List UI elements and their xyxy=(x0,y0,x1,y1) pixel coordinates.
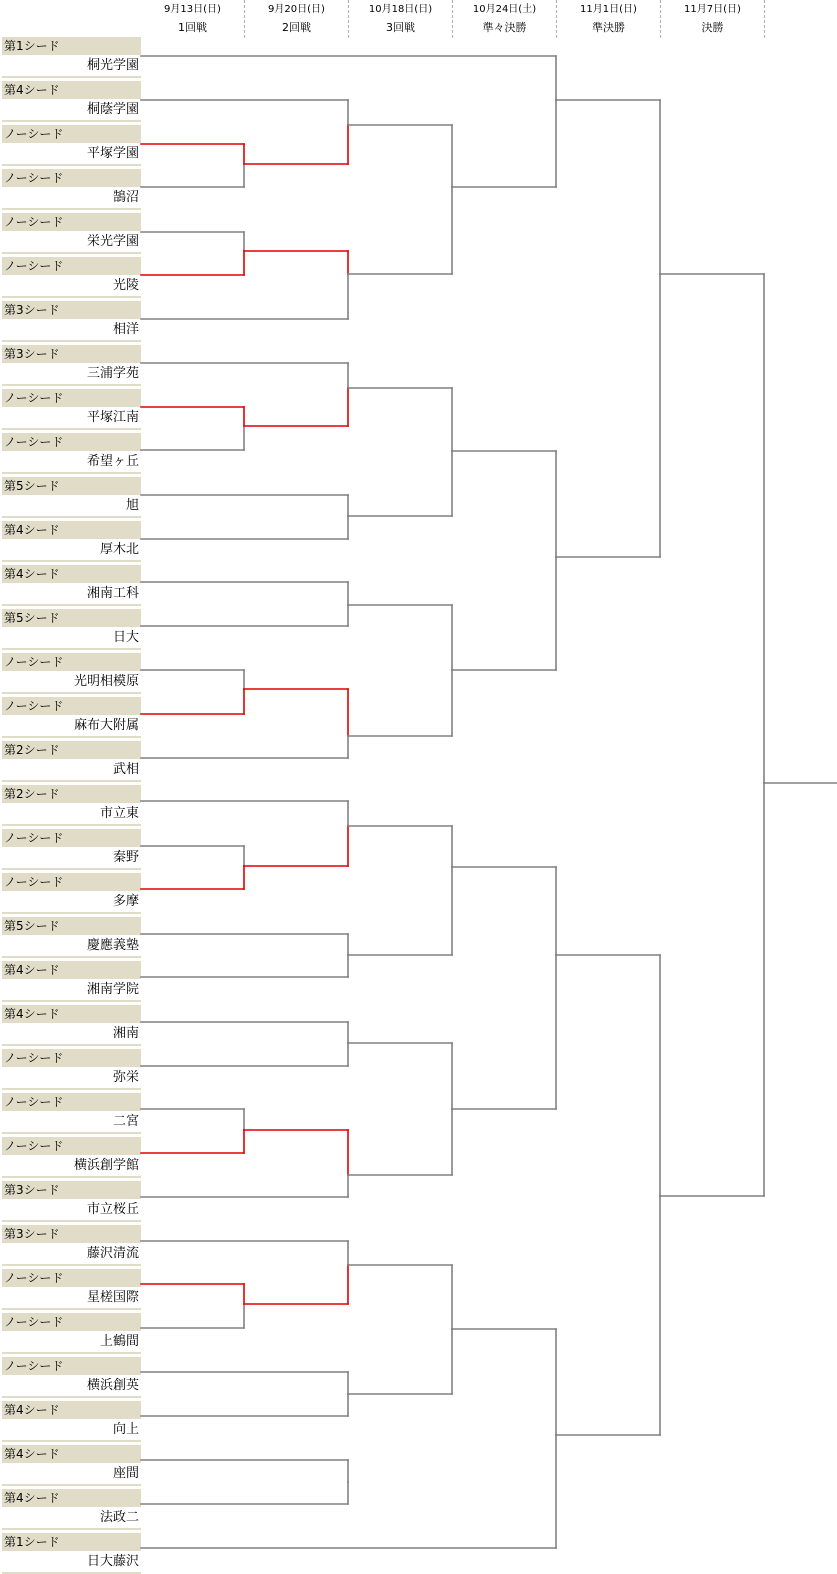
team-name: 湘南工科 xyxy=(86,586,139,601)
team-name: 武相 xyxy=(112,762,139,777)
round-name: 準決勝 xyxy=(592,21,625,34)
seed-label: 第2シード xyxy=(2,785,141,803)
seed-label: 第3シード xyxy=(2,1181,141,1199)
team-name: 座間 xyxy=(112,1466,139,1481)
round-name: 準々決勝 xyxy=(482,21,527,34)
round-date: 10月18日(日) xyxy=(368,4,433,15)
team-name: 慶應義塾 xyxy=(86,938,139,953)
seed-label: 第4シード xyxy=(2,521,141,539)
seed-label: ノーシード xyxy=(2,1313,141,1331)
team-name: 三浦学苑 xyxy=(86,366,139,381)
seed-label: 第4シード xyxy=(2,1445,141,1463)
round-date: 11月7日(日) xyxy=(684,4,741,15)
team-name: 湘南 xyxy=(112,1026,139,1041)
seed-label: 第3シード xyxy=(2,345,141,363)
round-name: 決勝 xyxy=(701,21,724,34)
seed-label: ノーシード xyxy=(2,1093,141,1111)
team-name: 湘南学院 xyxy=(86,982,139,997)
seed-label: 第4シード xyxy=(2,961,141,979)
seed-label: 第4シード xyxy=(2,565,141,583)
team-name: 麻布大附属 xyxy=(73,718,139,733)
team-name: 藤沢清流 xyxy=(86,1246,139,1261)
team-name: 星槎国際 xyxy=(86,1290,139,1305)
team-name: 秦野 xyxy=(112,850,139,865)
team-name: 市立桜丘 xyxy=(86,1202,139,1217)
team-name: 弥栄 xyxy=(112,1070,139,1085)
team-name: 日大 xyxy=(112,630,139,645)
seed-label: 第5シード xyxy=(2,477,141,495)
seed-label: ノーシード xyxy=(2,873,141,891)
team-name: 向上 xyxy=(112,1422,139,1437)
seed-label: ノーシード xyxy=(2,257,141,275)
team-name: 二宮 xyxy=(112,1114,139,1129)
team-name: 上鶴間 xyxy=(99,1334,139,1349)
seed-label: ノーシード xyxy=(2,1137,141,1155)
seed-label: 第4シード xyxy=(2,1401,141,1419)
seed-label: ノーシード xyxy=(2,829,141,847)
seed-label: ノーシード xyxy=(2,213,141,231)
team-name: 桐光学園 xyxy=(86,58,139,73)
team-name: 厚木北 xyxy=(99,542,139,557)
team-name: 光明相模原 xyxy=(73,674,139,689)
seed-label: ノーシード xyxy=(2,125,141,143)
team-name: 市立東 xyxy=(99,806,139,821)
team-name: 横浜創学館 xyxy=(73,1158,139,1173)
round-date: 9月20日(日) xyxy=(268,4,325,15)
round-name: 2回戦 xyxy=(282,21,311,34)
team-name: 光陵 xyxy=(112,278,139,293)
round-name: 1回戦 xyxy=(178,21,207,34)
team-name: 平塚江南 xyxy=(86,410,139,425)
seed-label: ノーシード xyxy=(2,653,141,671)
team-name: 希望ヶ丘 xyxy=(86,454,139,469)
team-name: 横浜創英 xyxy=(86,1378,139,1393)
seed-label: ノーシード xyxy=(2,1269,141,1287)
seed-label: 第5シード xyxy=(2,917,141,935)
team-name: 鵠沼 xyxy=(112,190,139,205)
seed-label: 第3シード xyxy=(2,301,141,319)
round-date: 10月24日(土) xyxy=(472,4,537,15)
team-name: 旭 xyxy=(125,498,139,513)
seed-label: ノーシード xyxy=(2,389,141,407)
seed-label: 第5シード xyxy=(2,609,141,627)
round-date: 9月13日(日) xyxy=(164,4,221,15)
seed-label: ノーシード xyxy=(2,1357,141,1375)
seed-label: 第4シード xyxy=(2,81,141,99)
seed-label: 第1シード xyxy=(2,1533,141,1551)
seed-label: 第2シード xyxy=(2,741,141,759)
team-name: 栄光学園 xyxy=(86,234,139,249)
seed-label: 第4シード xyxy=(2,1005,141,1023)
team-name: 法政二 xyxy=(99,1510,139,1525)
seed-label: ノーシード xyxy=(2,697,141,715)
seed-label: 第1シード xyxy=(2,37,141,55)
team-name: 日大藤沢 xyxy=(86,1554,139,1569)
seed-label: 第4シード xyxy=(2,1489,141,1507)
team-name: 桐蔭学園 xyxy=(86,102,139,117)
round-name: 3回戦 xyxy=(386,21,415,34)
seed-label: ノーシード xyxy=(2,169,141,187)
team-name: 多摩 xyxy=(112,894,139,909)
round-date: 11月1日(日) xyxy=(580,4,637,15)
seed-label: 第3シード xyxy=(2,1225,141,1243)
seed-label: ノーシード xyxy=(2,1049,141,1067)
seed-label: ノーシード xyxy=(2,433,141,451)
team-name: 平塚学園 xyxy=(86,146,139,161)
team-name: 相洋 xyxy=(112,322,139,337)
